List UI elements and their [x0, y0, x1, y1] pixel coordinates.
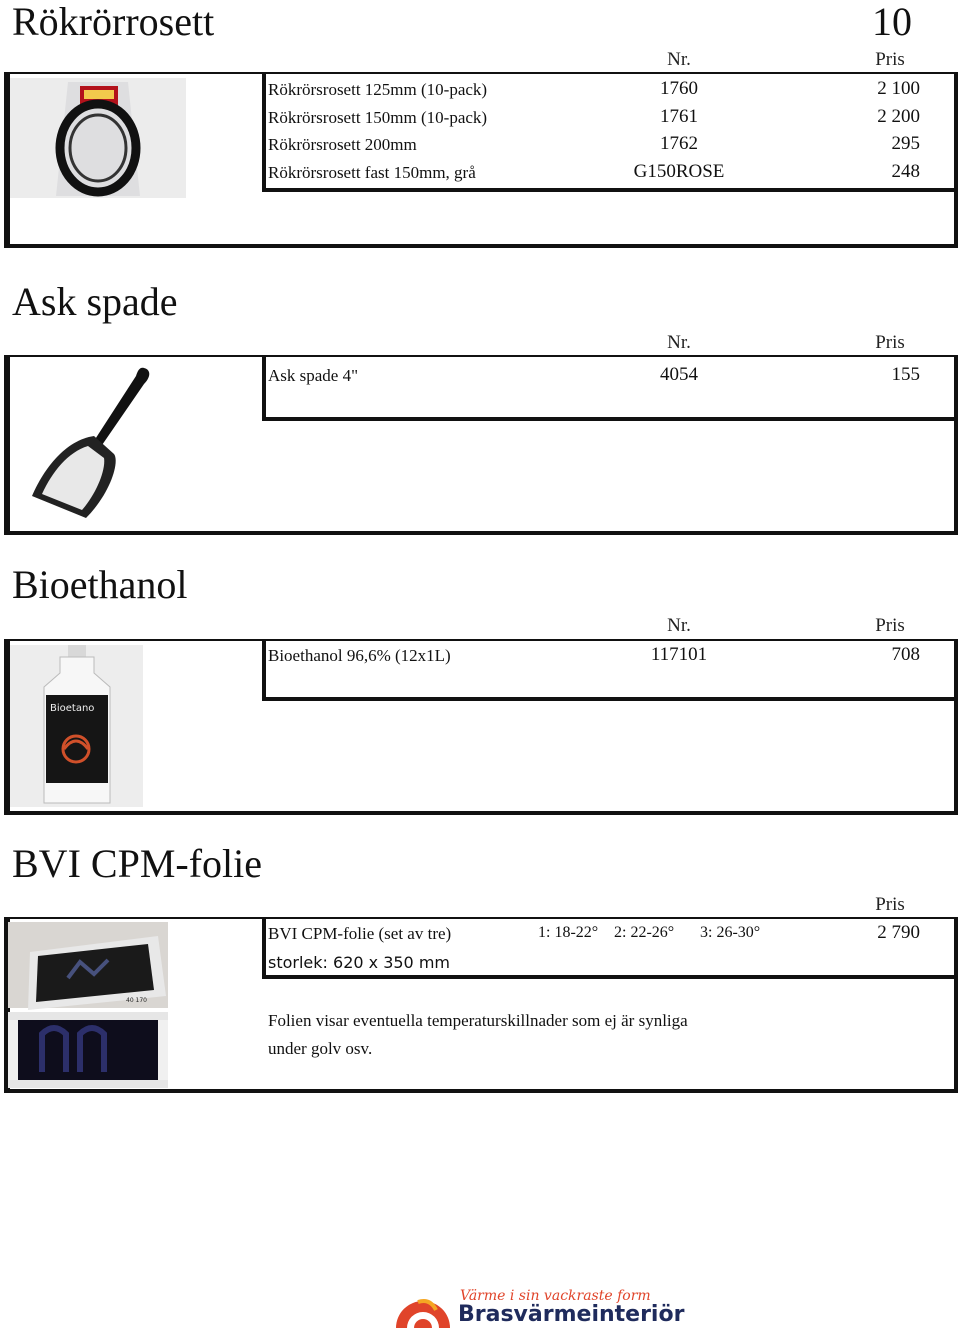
product-size-bvi: storlek: 620 x 350 mm [268, 953, 450, 972]
footer-brand: Brasvärmeinteriör [458, 1302, 685, 1327]
product-number: G150ROSE [633, 160, 725, 182]
col-header-nr: Nr. [667, 615, 691, 636]
product-price: 708 [891, 644, 920, 665]
product-image-rokrorrosett [10, 78, 186, 198]
description-line-1: Folien visar eventuella temperaturskillnader som ej är synliga [268, 1011, 688, 1030]
product-number: 1761 [660, 105, 698, 127]
product-number: 1760 [660, 78, 698, 99]
temp-range-2: 2: 22-26° [614, 924, 675, 941]
footer-slogan: Värme i sin vackraste form [460, 1288, 651, 1304]
product-price-bvi: 2 790 [877, 922, 920, 943]
section-title-bioethanol: Bioethanol [12, 562, 188, 607]
page-number: 10 [872, 0, 912, 44]
section-title-bvi: BVI CPM-folie [12, 841, 262, 886]
section-title-askspade: Ask spade [12, 279, 178, 324]
product-image-askspade [28, 362, 158, 522]
product-price: 295 [891, 133, 920, 154]
product-name-bvi: BVI CPM-folie (set av tre) [268, 924, 452, 943]
product-name: Rökrörsrosett 125mm (10-pack) [268, 80, 488, 99]
col-header-pris: Pris [875, 894, 905, 915]
temp-range-1: 1: 18-22° [538, 924, 599, 941]
product-number: 1762 [660, 133, 698, 154]
col-header-pris: Pris [875, 49, 905, 70]
brand-logo-icon [392, 1288, 454, 1328]
col-header-nr: Nr. [667, 49, 691, 70]
product-name: Rökrörsrosett 150mm (10-pack) [268, 107, 488, 127]
product-price: 248 [891, 160, 920, 182]
foil-label-text: 40 170 [126, 997, 147, 1004]
product-price: 2 200 [877, 105, 920, 127]
col-header-nr: Nr. [667, 332, 691, 353]
product-image-bvi [8, 922, 168, 1088]
bottle-label-text: Bioetano [50, 703, 95, 714]
description-line-2: under golv osv. [268, 1039, 373, 1058]
product-name: Bioethanol 96,6% (12x1L) [268, 646, 451, 665]
product-number: 4054 [660, 364, 698, 385]
product-price: 155 [891, 364, 920, 385]
product-name: Ask spade 4" [268, 366, 359, 385]
col-header-pris: Pris [875, 332, 905, 353]
temp-range-3: 3: 26-30° [700, 924, 761, 941]
product-name: Rökrörsrosett fast 150mm, grå [268, 162, 476, 182]
product-name: Rökrörsrosett 200mm [268, 135, 417, 154]
product-image-bioethanol [10, 645, 143, 807]
col-header-pris: Pris [875, 615, 905, 636]
product-price: 2 100 [877, 78, 920, 99]
product-number: 117101 [650, 644, 708, 665]
section-title-rokrorrosett: Rökrörrosett [12, 0, 215, 44]
